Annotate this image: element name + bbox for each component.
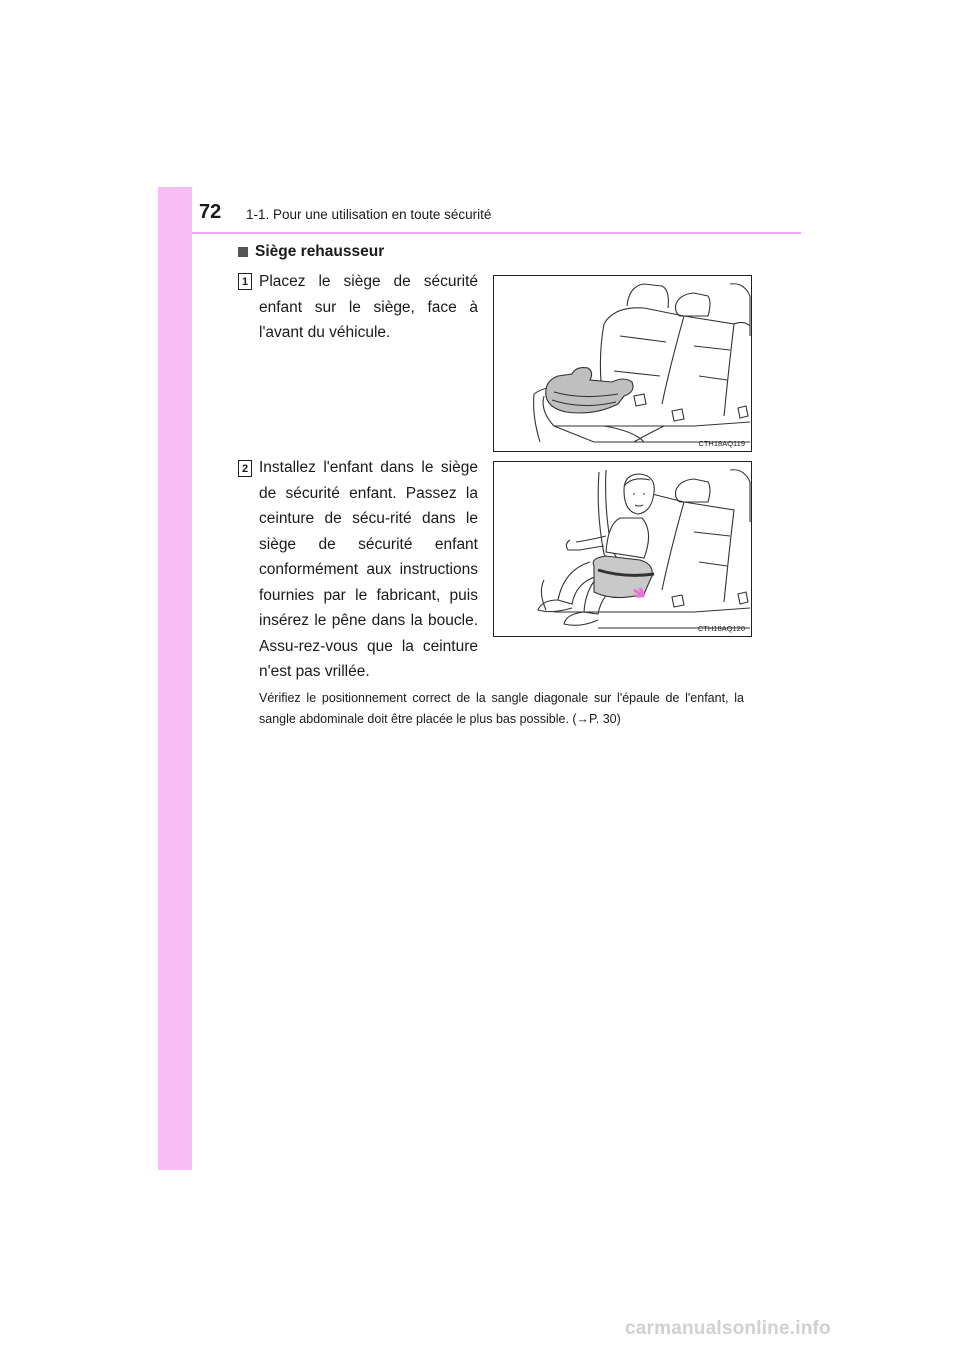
chapter-side-tab — [158, 187, 192, 1170]
step-1-text: Placez le siège de sécurité enfant sur le siège, face à l'avant du véhicule. — [259, 273, 478, 341]
heading-text: Siège rehausseur — [255, 243, 385, 260]
figure-2-code: CTH18AQ120 — [697, 624, 745, 633]
page-number: 72 — [199, 201, 222, 223]
subsection-heading — [238, 243, 384, 261]
step-2-number: 2 — [238, 460, 252, 477]
child-belted-illustration — [494, 462, 751, 636]
section-title: 1-1. Pour une utilisation en toute sécurité — [246, 207, 492, 222]
step-1-number: 1 — [238, 273, 252, 290]
step-2-text: Installez l'enfant dans le siège de sécurité enfant. Passez la ceinture de sécu-rité dans le siège de sécurité enfant conformément aux instructions fournies par le fabricant, puis insérez le pêne dans la boucle. Assu-rez-vous que la ceinture n'est pas vrillée. — [259, 459, 478, 680]
header-rule — [192, 232, 801, 234]
booster-seat-figure — [493, 275, 752, 452]
positioning-note: Vérifiez le positionnement correct de la sangle diagonale sur l'épaule de l'enfant, la sangle abdominale doit être placée le plus bas possible. (→P. 30) — [259, 691, 744, 726]
child-in-booster-figure — [493, 461, 752, 637]
square-bullet-icon — [238, 247, 248, 257]
booster-seat-illustration — [494, 276, 751, 451]
figure-1-code: CTH18AQ119 — [698, 439, 745, 448]
watermark-text: carmanualsonline.info — [625, 1318, 831, 1339]
